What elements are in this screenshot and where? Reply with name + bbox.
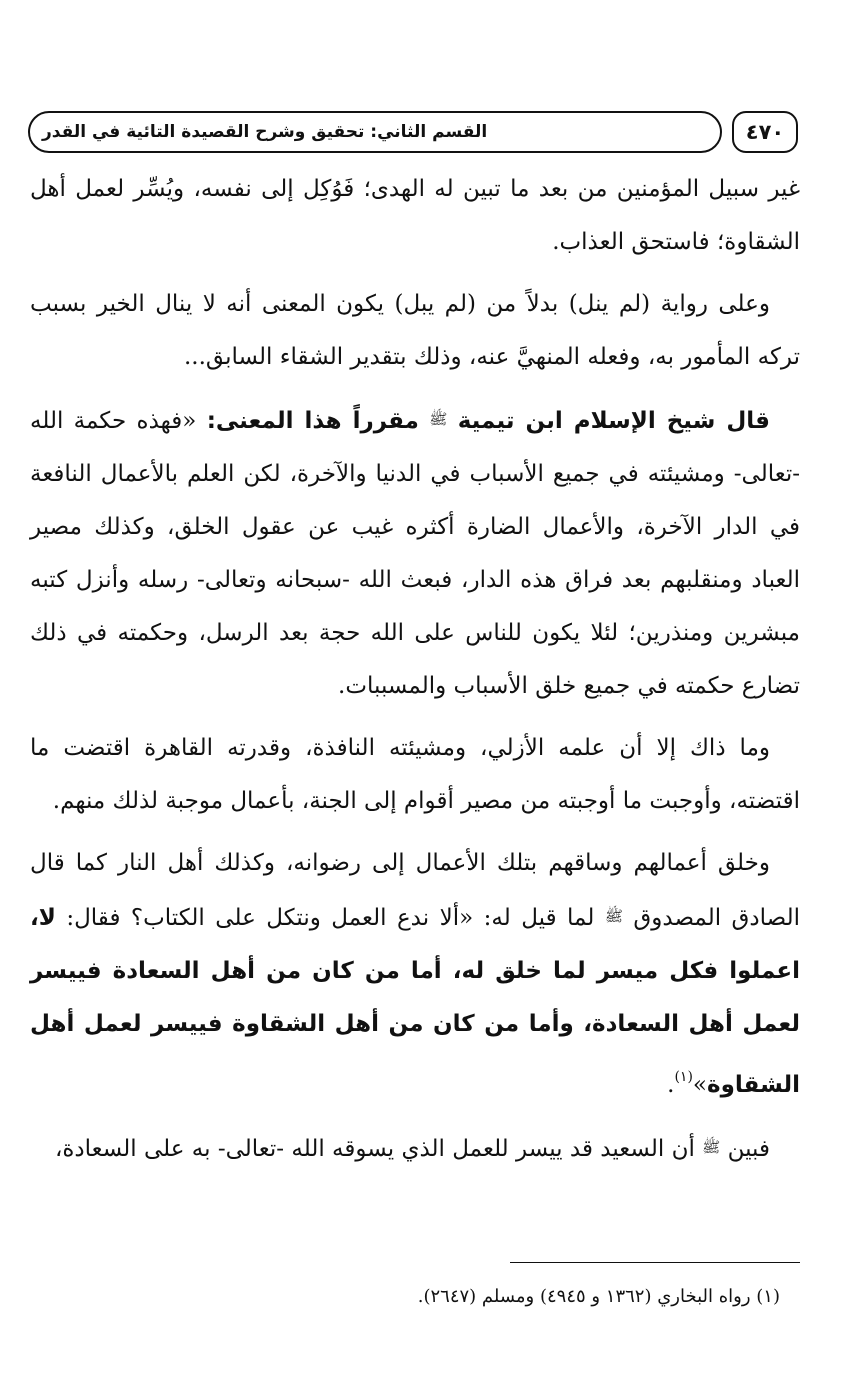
running-header-title: القسم الثاني: تحقيق وشرح القصيدة التائية في القدر [42, 122, 488, 142]
paragraph-6 [30, 1121, 800, 1176]
quote-text: «فهذه حكمة الله -تعالى- ومشيئته في جميع الأسباب في الدنيا والآخرة، لكن العلم بالأعمال النافعة في الدار الآخرة، والأعمال الضارة أكثره غيب عن عقول الخلق، وكذلك مصير العباد ومنقلبهم بعد فراق هذه الدار، فبعث الله -سبحانه وتعالى- رسله وأنزل كتبه مبشرين ومنذرين؛ لئلا يكون للناس على الله حجة بعد الرسل، وحكمته في ذلك تضارع حكمته في جميع خلق الأسباب والمسببات. [30, 408, 800, 699]
footnote-ref: (١) [674, 1069, 693, 1085]
footnote: (١) رواه البخاري (١٣٦٢ و ٤٩٤٥) ومسلم (٢٦٤٧). [417, 1286, 780, 1307]
honorific-glyph: ﷺ [702, 1138, 721, 1156]
footnote-divider [510, 1262, 800, 1263]
paragraph-4: وما ذاك إلا أن علمه الأزلي، ومشيئته النافذة، وقدرته القاهرة اقتضت ما اقتضته، وأوجبت ما أوجبته من مصير أقوام إلى الجنة، بأعمال موجبة لذلك منهم. [30, 735, 800, 814]
honorific-glyph: ﷺ [429, 410, 448, 428]
body-text [30, 163, 800, 1185]
period: . [667, 1072, 675, 1098]
paragraph-2: وعلى رواية (لم ينل) بدلاً من (لم يبل) يكون المعنى أنه لا ينال الخير بسبب تركه المأمور به، وفعله المنهيَّ عنه، وذلك بتقدير الشقاء السابق... [30, 291, 800, 370]
honorific-glyph: ﷺ [604, 907, 623, 925]
quote-attribution-2: مقرراً هذا المعنى: [206, 408, 419, 434]
paragraph-6-text-2: أن السعيد قد ييسر للعمل الذي يسوقه الله -تعالى- به على السعادة، [54, 1136, 703, 1162]
running-header [28, 111, 722, 153]
paragraph-3 [30, 393, 800, 713]
paragraph-6-text: فبين [727, 1136, 770, 1162]
page-number: ٤٧٠ [745, 120, 785, 144]
page-number-box [732, 111, 798, 153]
quote-close: » [692, 1072, 707, 1098]
paragraph-5 [30, 837, 800, 1112]
paragraph-5-text: وخلق أعمالهم وساقهم بتلك الأعمال إلى رضوانه، وكذلك أهل النار كما قال الصادق المصدوق [30, 850, 800, 931]
hadith-bold: لا، اعملوا فكل ميسر لما خلق له، أما من كان من أهل السعادة فييسر لعمل أهل السعادة، وأما من كان من أهل الشقاوة فييسر لعمل أهل الشقاوة [30, 905, 800, 1098]
quote-attribution: قال شيخ الإسلام ابن تيمية [457, 408, 770, 434]
paragraph-1: غير سبيل المؤمنين من بعد ما تبين له الهدى؛ فَوُكِل إلى نفسه، ويُسِّر لعمل أهل الشقاوة؛ فاستحق العذاب. [30, 176, 800, 255]
paragraph-5-text-2: لما قيل له: «ألا ندع العمل ونتكل على الكتاب؟ فقال: [55, 905, 605, 931]
